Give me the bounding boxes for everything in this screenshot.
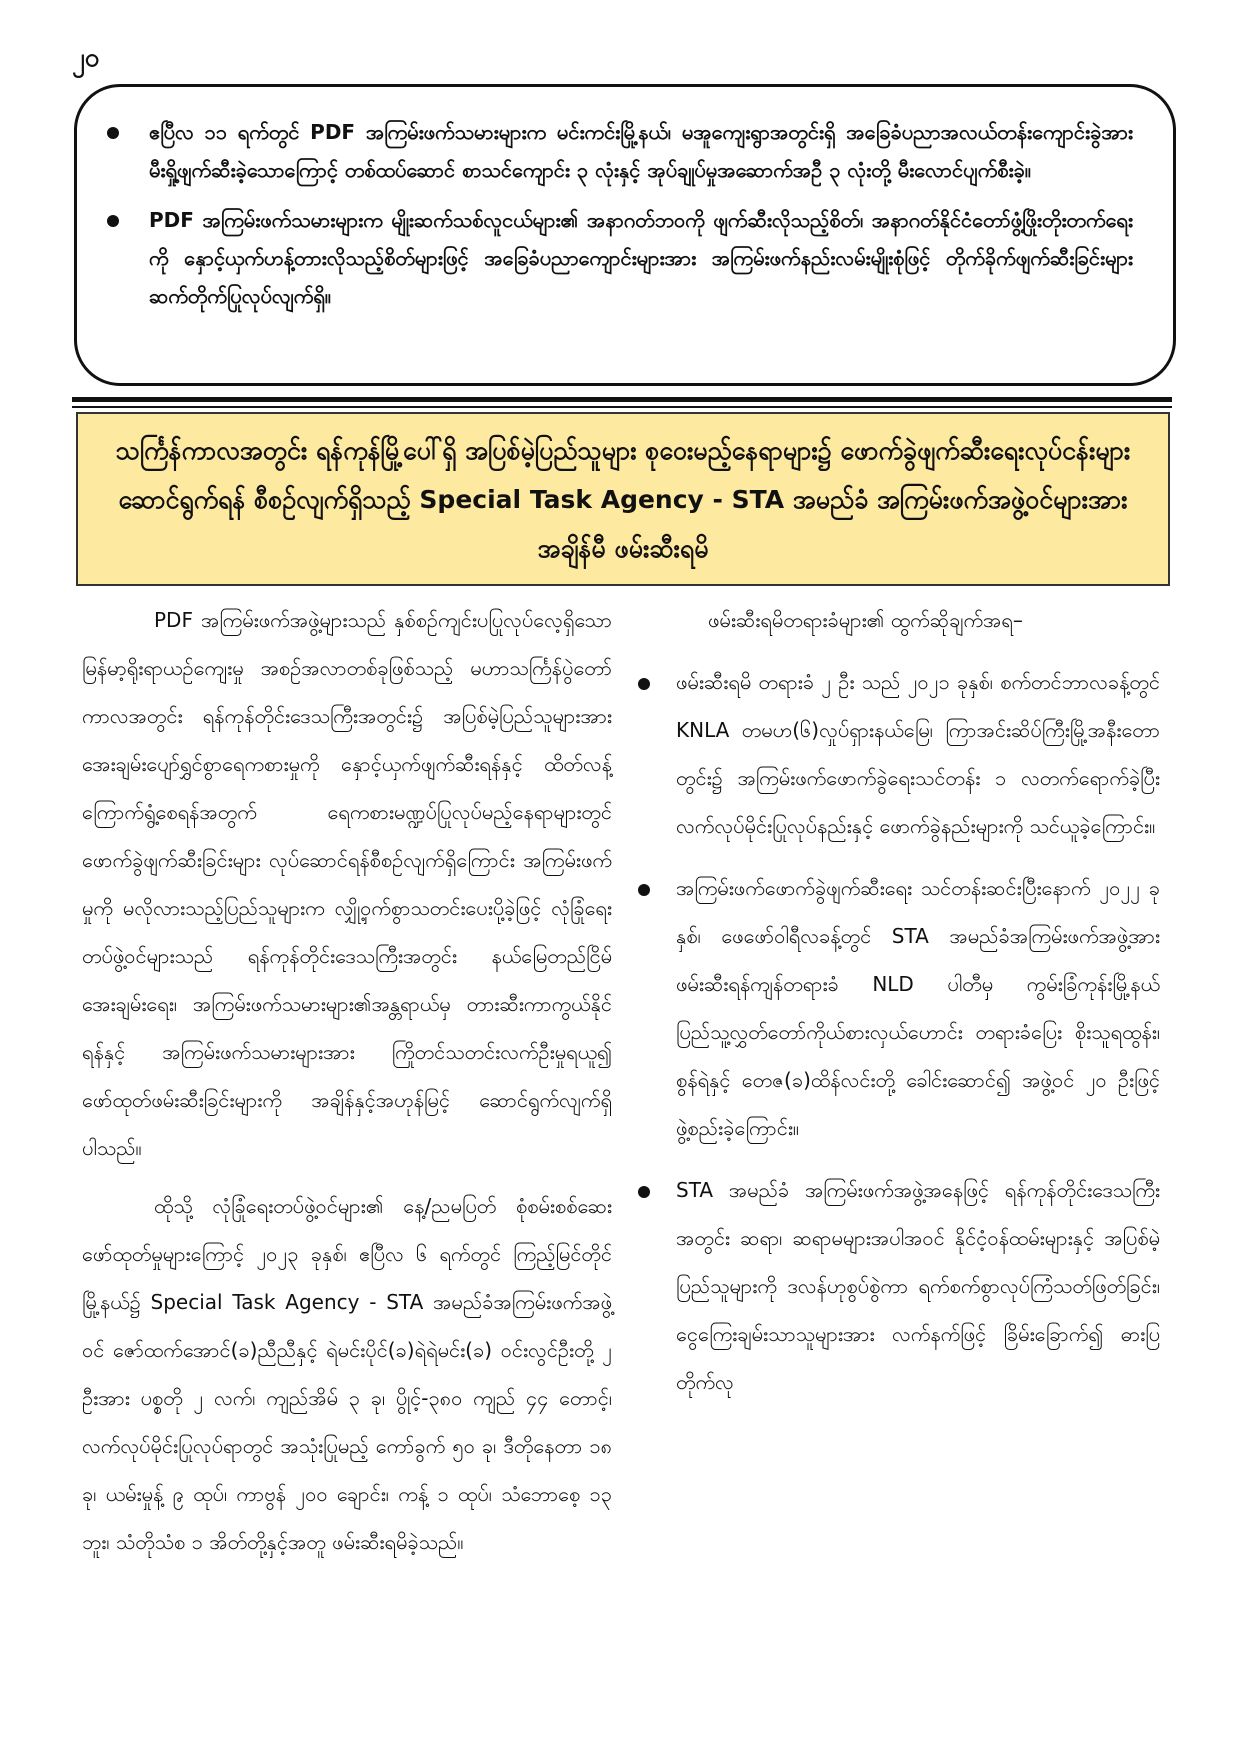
article-bullet	[636, 864, 1160, 1152]
summary-bullet	[107, 113, 1133, 189]
divider-thin	[72, 406, 1172, 408]
article-paragraph: PDF အကြမ်းဖက်အဖွဲ့များသည် နှစ်စဉ်ကျင်းပပြုလုပ်လေ့ရှိသော မြန်မာ့ရိုးရာယဉ်ကျေးမှု အစဉ်အလာတစ်ခုဖြစ်သည့် မဟာသင်္ကြန်ပွဲတော်ကာလအတွင်း ရန်ကုန်တိုင်းဒေသကြီးအတွင်း၌ အပြစ်မဲ့ပြည်သူများအား အေးချမ်းပျော်ရွှင်စွာရေကစားမှုကို နှောင့်ယှက်ဖျက်ဆီးရန်နှင့် ထိတ်လန့်ကြောက်ရွံ့စေရန်အတွက် ရေကစားမဏ္ဍပ်ပြုလုပ်မည့်နေရာများတွင် ဖောက်ခွဲဖျက်ဆီးခြင်းများ လုပ်ဆောင်ရန်စီစဉ်လျက်ရှိကြောင်း အကြမ်းဖက်မှုကို မလိုလားသည့်ပြည်သူများက လျှို့ဝှက်စွာသတင်းပေးပို့ခဲ့ဖြင့် လုံခြုံရေးတပ်ဖွဲ့ဝင်များသည် ရန်ကုန်တိုင်းဒေသကြီးအတွင်း နယ်မြေတည်ငြိမ်အေးချမ်းရေး၊ အကြမ်းဖက်သမားများ၏အန္တရာယ်မှ တားဆီးကာကွယ်နိုင်ရန်နှင့် အကြမ်းဖက်သမားများအား ကြိုတင်သတင်းလက်ဦးမှုရယူ၍ ဖော်ထုတ်ဖမ်းဆီးခြင်းများကို အချိန်နှင့်အဟုန်မြင့် ဆောင်ရွက်လျက်ရှိပါသည်။	[82, 608, 612, 1160]
bullet-icon	[107, 127, 119, 139]
article-bullet	[636, 1166, 1160, 1406]
article-bullet-text: STA အမည်ခံ အကြမ်းဖက်အဖွဲ့အနေဖြင့် ရန်ကုန်တိုင်းဒေသကြီးအတွင်း ဆရာ၊ ဆရာမများအပါအဝင် နိုင်ငံ့ဝန်ထမ်းများနှင့် အပြစ်မဲ့ပြည်သူများကို ဒလန်ဟုစွပ်စွဲကာ ရက်စက်စွာလုပ်ကြံသတ်ဖြတ်ခြင်း၊ ငွေကြေးချမ်းသာသူများအား လက်နက်ဖြင့် ခြိမ်းခြောက်၍ ဓားပြတိုက်လု	[676, 1178, 1160, 1394]
bullet-icon	[638, 678, 650, 690]
bullet-icon	[638, 884, 650, 896]
article-bullet	[636, 658, 1160, 850]
article-paragraph: ထိုသို့ လုံခြုံရေးတပ်ဖွဲ့ဝင်များ၏ နေ့/ညမပြတ် စုံစမ်းစစ်ဆေးဖော်ထုတ်မှုများကြောင့် ၂၀၂၃ ခုနှစ်၊ ဧပြီလ ၆ ရက်တွင် ကြည့်မြင်တိုင်မြို့နယ်၌ Special Task Agency - STA အမည်ခံအကြမ်းဖက်အဖွဲ့ဝင် ဇော်ထက်အောင်(ခ)ညီညီနှင့် ရဲမင်းပိုင်(ခ)ရဲရဲမင်း(ခ) ဝင်းလွင်ဦးတို့ ၂ ဦးအား ပစ္စတို ၂ လက်၊ ကျည်အိမ် ၃ ခု၊ ပွိုင့်-၃၈၀ ကျည် ၄၄ တောင့်၊ လက်လုပ်မိုင်းပြုလုပ်ရာတွင် အသုံးပြုမည့် ကော်ခွက် ၅၀ ခု၊ ဒီတိုနေတာ ၁၈ ခု၊ ယမ်းမှုန့် ၉ ထုပ်၊ ကာဗွန် ၂၀၀ ချောင်း၊ ကန့် ၁ ထုပ်၊ သံဘောစေ့ ၁၃ ဘူး၊ သံတိုသံစ ၁ အိတ်တို့နှင့်အတူ ဖမ်းဆီးရမိခဲ့သည်။	[82, 1194, 612, 1554]
article-bullet-text: ဖမ်းဆီးရမိ တရားခံ ၂ ဦး သည် ၂၀၂၁ ခုနှစ်၊ စက်တင်ဘာလခန့်တွင် KNLA တမဟ(၆)လှုပ်ရှားနယ်မြေ၊ ကြာအင်းဆိပ်ကြီးမြို့အနီးတောတွင်း၌ အကြမ်းဖက်ဖောက်ခွဲရေးသင်တန်း ၁ လတက်ရောက်ခဲ့ပြီး လက်လုပ်မိုင်းပြုလုပ်နည်းနှင့် ဖောက်ခွဲနည်းများကို သင်ယူခဲ့ကြောင်း။	[676, 670, 1160, 838]
article-paragraph: ဖမ်းဆီးရမိတရားခံများ၏ ထွက်ဆိုချက်အရ–	[708, 608, 1023, 632]
article-bullet-text: အကြမ်းဖက်ဖောက်ခွဲဖျက်ဆီးရေး သင်တန်းဆင်းပြီးနောက် ၂၀၂၂ ခုနှစ်၊ ဖေဖော်ဝါရီလခန့်တွင် STA အမည်ခံအကြမ်းဖက်အဖွဲ့အား ဖမ်းဆီးရန်ကျန်တရားခံ NLD ပါတီမှ ကွမ်းခြံကုန်းမြို့နယ် ပြည်သူ့လွှတ်တော်ကိုယ်စားလှယ်ဟောင်း တရားခံပြေး စိုးသူရထွန်း၊ စွန်ရဲနှင့် တေဇ(ခ)ထိန်လင်းတို့ ခေါင်းဆောင်၍ အဖွဲ့ဝင် ၂၀ ဦးဖြင့် ဖွဲ့စည်းခဲ့ကြောင်း။	[676, 876, 1160, 1140]
summary-bullet	[107, 201, 1133, 315]
headline: သင်္ကြန်ကာလအတွင်း ရန်ကုန်မြို့ပေါ်ရှိ အပြစ်မဲ့ပြည်သူများ စုဝေးမည့်နေရာများ၌ ဖောက်ခွဲဖျက်ဆီးရေးလုပ်ငန်းများဆောင်ရွက်ရန် စီစဉ်လျက်ရှိသည့် Special Task Agency - STA အမည်ခံ အကြမ်းဖက်အဖွဲ့ဝင်များအား အချိန်မီ ဖမ်းဆီးရမိ	[115, 435, 1131, 563]
bullet-icon	[638, 1186, 650, 1198]
summary-bullet-text: PDF အကြမ်းဖက်သမားများက မျိုးဆက်သစ်လူငယ်များ၏ အနာဂတ်ဘဝကို ဖျက်ဆီးလိုသည့်စိတ်၊ အနာဂတ်နိုင်ငံတော်ဖွံ့ဖြိုးတိုးတက်ရေးကို နှောင့်ယှက်ဟန့်တားလိုသည့်စိတ်များဖြင့် အခြေခံပညာကျောင်းများအား အကြမ်းဖက်နည်းလမ်းမျိုးစုံဖြင့် တိုက်ခိုက်ဖျက်ဆီးခြင်းများ ဆက်တိုက်ပြုလုပ်လျက်ရှိ။	[149, 208, 1133, 308]
divider-thick	[72, 397, 1172, 402]
page-number: ၂၀	[72, 43, 100, 73]
summary-box	[74, 84, 1176, 386]
article-column-left	[82, 596, 612, 1576]
headline-box	[76, 412, 1170, 586]
summary-bullet-text: ဧပြီလ ၁၁ ရက်တွင် PDF အကြမ်းဖက်သမားများက မင်းကင်းမြို့နယ်၊ မအူကျေးရွာအတွင်းရှိ အခြေခံပညာအလယ်တန်းကျောင်းခွဲအား မီးရှို့ဖျက်ဆီးခဲ့သောကြောင့် တစ်ထပ်ဆောင် စာသင်ကျောင်း ၃ လုံးနှင့် အုပ်ချုပ်မှုအဆောက်အဦ ၃ လုံးတို့ မီးလောင်ပျက်စီးခဲ့။	[149, 120, 1133, 182]
article-column-right	[636, 596, 1160, 1406]
bullet-icon	[107, 215, 119, 227]
